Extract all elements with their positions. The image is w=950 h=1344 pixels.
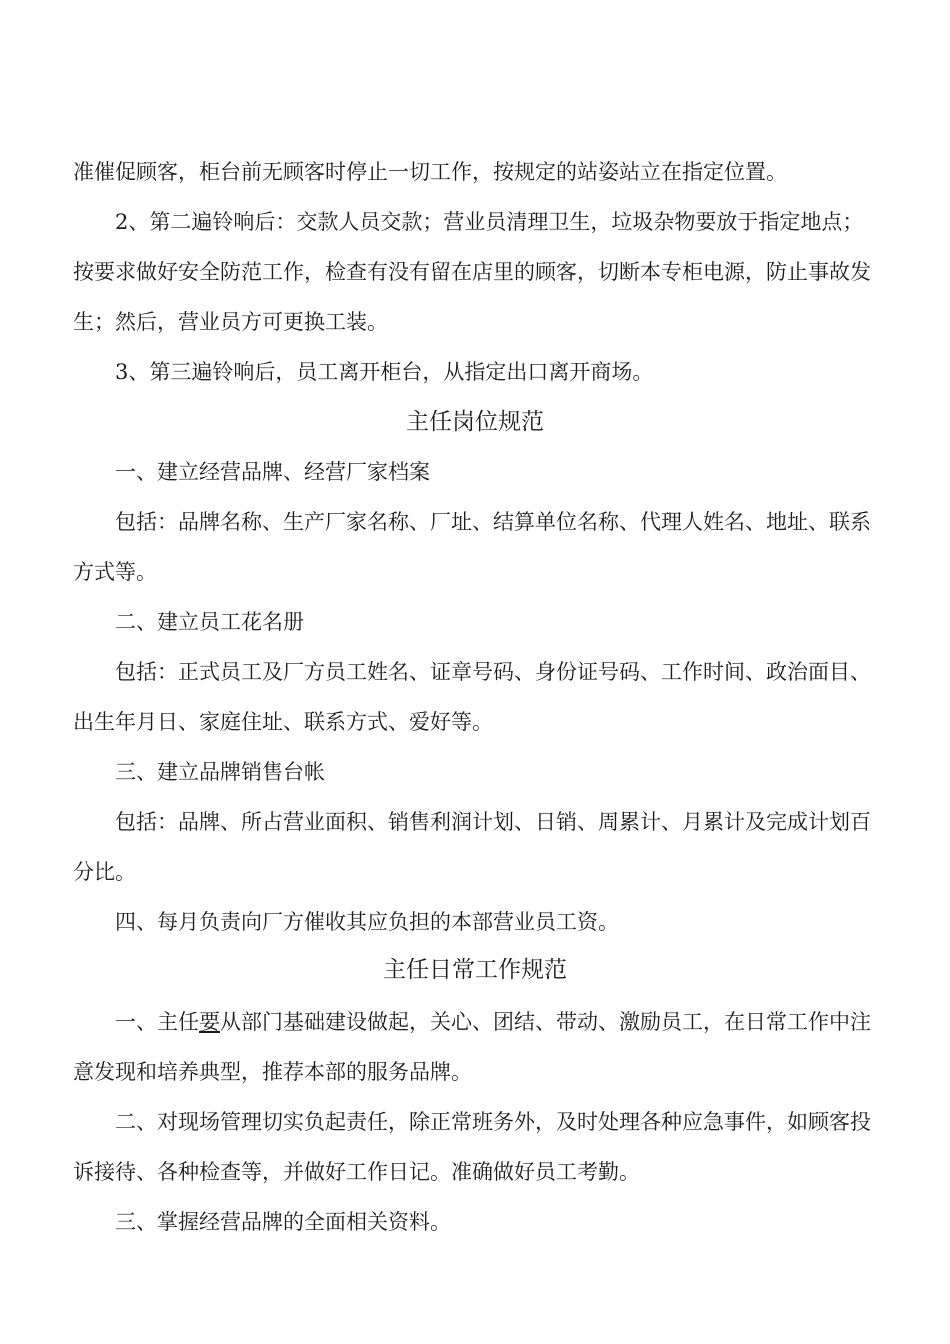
heading-director-daily-work-standards: 主任日常工作规范 [383,957,567,983]
paragraph-closing-step3: 3、第三遍铃响后，员工离开柜台，从指定出口离开商场。 [115,360,654,384]
daily-item-1-rest: 从部门基础建设做起，关心、团结、带动、激励员工，在日常工作中注意发现和培养典型，推荐本部的服务品牌。 [73,1010,871,1084]
heading-director-post-standards: 主任岗位规范 [406,409,544,435]
director-item-2-detail: 包括：正式员工及厂方员工姓名、证章号码、身份证号码、工作时间、政治面目、出生年月日、家庭住址、联系方式、爱好等。 [73,660,871,734]
director-item-1: 一、建立经营品牌、经营厂家档案 [115,460,430,484]
director-item-4: 四、每月负责向厂方催收其应负担的本部营业员工资。 [115,910,619,934]
daily-item-1 [73,997,873,1097]
director-item-1-detail: 包括：品牌名称、生产厂家名称、厂址、结算单位名称、代理人姓名、地址、联系方式等。 [73,510,871,584]
director-item-3: 三、建立品牌销售台帐 [115,760,325,784]
daily-item-3: 三、掌握经营品牌的全面相关资料。 [115,1210,451,1234]
paragraph-closing-step2: 2、第二遍铃响后：交款人员交款；营业员清理卫生，垃圾杂物要放于指定地点；按要求做好安全防范工作，检查有没有留在店里的顾客，切断本专柜电源，防止事故发生；然后，营业员方可更换工装。 [73,210,871,334]
director-item-3-detail: 包括：品牌、所占营业面积、销售利润计划、日销、周累计、月累计及完成计划百分比。 [73,810,871,884]
daily-item-1-underlined: 要 [199,1010,220,1034]
daily-item-1-prefix: 一、主任 [115,1010,199,1034]
daily-item-2: 二、对现场管理切实负起责任，除正常班务外，及时处理各种应急事件，如顾客投诉接待、各种检查等，并做好工作日记。准确做好员工考勤。 [73,1110,871,1184]
director-item-2: 二、建立员工花名册 [115,610,304,634]
paragraph-closing-step1-continued: 准催促顾客，柜台前无顾客时停止一切工作，按规定的站姿站立在指定位置。 [73,160,787,184]
